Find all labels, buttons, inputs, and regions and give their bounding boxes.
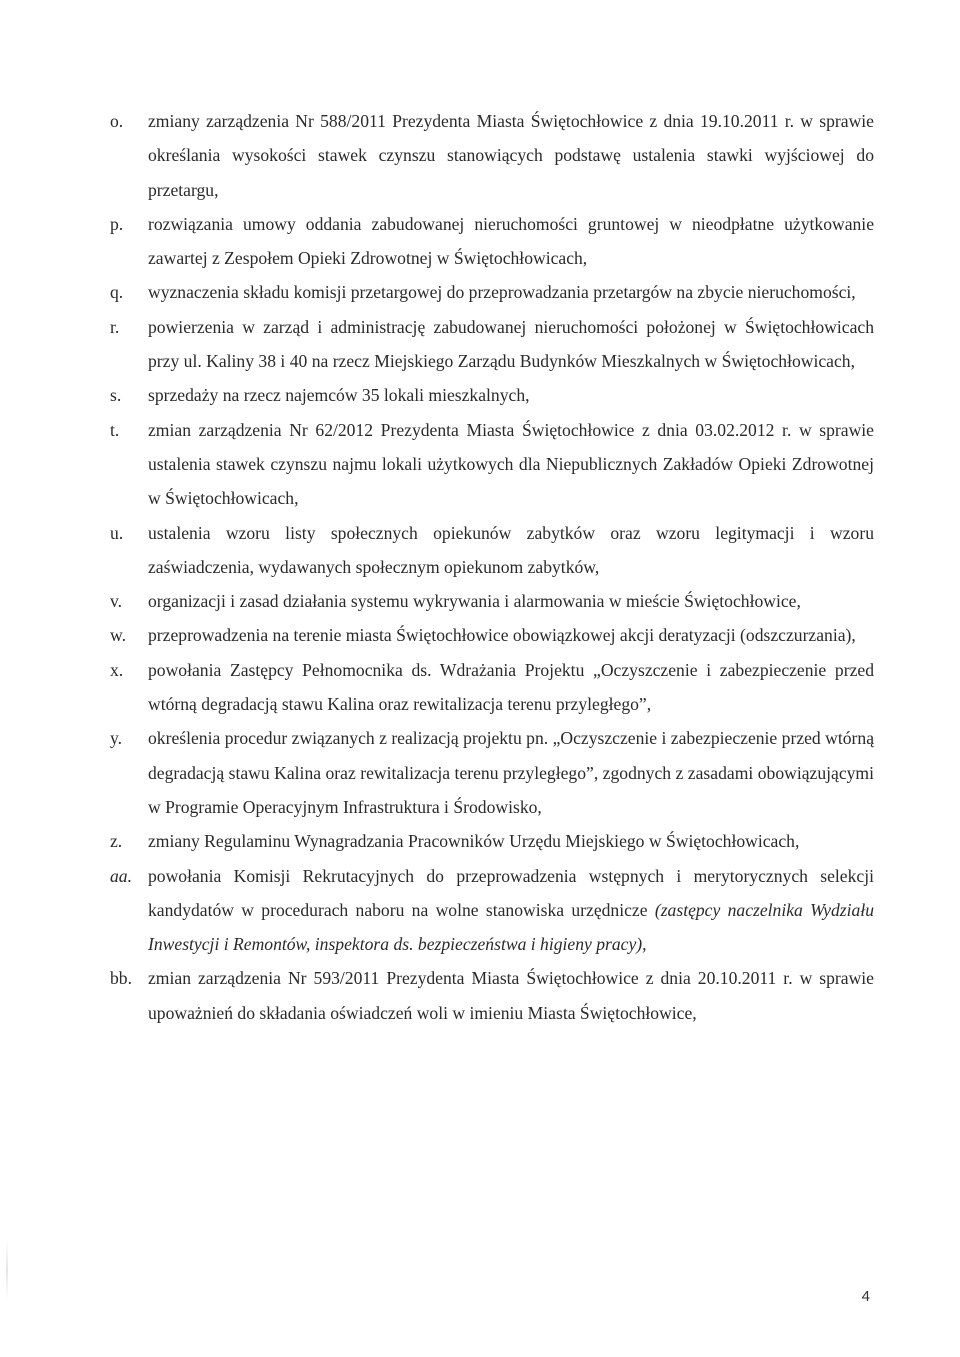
list-item-text: zmiany zarządzenia Nr 588/2011 Prezydenta Miasta Świętochłowice z dnia 19.10.2011 r. w sprawie określania wysokości stawek czynszu stanowiących podstawę ustalenia stawki wyjściowej do przetargu, xyxy=(148,111,874,200)
list-marker: v. xyxy=(110,591,123,612)
list-item-text: wyznaczenia składu komisji przetargowej do przeprowadzania przetargów na zbycie nieruchomości, xyxy=(148,282,856,303)
list-marker: u. xyxy=(110,522,124,543)
list-item-aa xyxy=(110,859,874,962)
list-marker: y. xyxy=(110,728,123,749)
list-item-italic-note: (zastępcy naczelnika Wydziału Inwestycji i Remontów, inspektora ds. bezpieczeństwa i higieny pracy), xyxy=(148,899,874,955)
list-item-w xyxy=(110,618,874,652)
list-marker: t. xyxy=(110,419,120,440)
list-item-text xyxy=(148,859,874,962)
list-item-text: przeprowadzenia na terenie miasta Świętochłowice obowiązkowej akcji deratyzacji (odszczurzania), xyxy=(148,625,856,646)
list-item-o xyxy=(110,104,874,207)
list-item-y xyxy=(110,721,874,824)
list-marker: q. xyxy=(110,282,124,303)
list-marker: w. xyxy=(110,625,126,646)
list-item-s xyxy=(110,378,874,412)
list-item-text: zmian zarządzenia Nr 593/2011 Prezydenta Miasta Świętochłowice z dnia 20.10.2011 r. w sprawie upoważnień do składania oświadczeń woli w imieniu Miasta Świętochłowice, xyxy=(148,968,874,1023)
list-item-text: powierzenia w zarząd i administrację zabudowanej nieruchomości położonej w Świętochłowicach przy ul. Kaliny 38 i 40 na rzecz Miejskiego Zarządu Budynków Mieszkalnych w Świętochłowicach, xyxy=(148,316,874,372)
list-item-text: określenia procedur związanych z realizacją projektu pn. „Oczyszczenie i zabezpieczenie przed wtórną degradacją stawu Kalina oraz rewitalizacja terenu przyległego”, zgodnych z zasadami obowiązującymi w Programie Operacyjnym Infrastruktura i Środowisko, xyxy=(148,728,874,817)
list-marker: r. xyxy=(110,316,120,337)
list-marker: s. xyxy=(110,385,122,406)
list-item-bb xyxy=(110,961,874,1030)
list-marker: x. xyxy=(110,659,124,680)
list-item-p xyxy=(110,207,874,276)
resolution-list xyxy=(110,104,874,1030)
list-item-text: zmian zarządzenia Nr 62/2012 Prezydenta Miasta Świętochłowice z dnia 03.02.2012 r. w sprawie ustalenia stawek czynszu najmu lokali użytkowych dla Niepublicznych Zakładów Opieki Zdrowotnej w Świętochłowicach, xyxy=(148,419,874,509)
list-item-r xyxy=(110,310,874,379)
scan-artifact xyxy=(6,1240,8,1300)
list-marker: bb. xyxy=(110,968,132,989)
list-item-text: powołania Zastępcy Pełnomocnika ds. Wdrażania Projektu „Oczyszczenie i zabezpieczenie przed wtórną degradacją stawu Kalina oraz rewitalizacja terenu przyległego”, xyxy=(148,659,874,715)
list-item-x xyxy=(110,653,874,722)
list-item-text: sprzedaży na rzecz najemców 35 lokali mieszkalnych, xyxy=(148,385,530,406)
list-item-text: rozwiązania umowy oddania zabudowanej nieruchomości gruntowej w nieodpłatne użytkowanie zawartej z Zespołem Opieki Zdrowotnej w Świętochłowicach, xyxy=(148,213,874,269)
list-item-main-text: powołania Komisji Rekrutacyjnych do przeprowadzenia wstępnych i merytorycznych selekcji kandydatów w procedurach naboru na wolne stanowiska urzędnicze xyxy=(148,865,874,920)
page-number: 4 xyxy=(861,1288,870,1305)
list-marker: o. xyxy=(110,111,124,131)
list-marker: z. xyxy=(110,831,123,852)
list-item-t xyxy=(110,413,874,516)
list-marker: aa. xyxy=(110,865,132,886)
list-item-text: ustalenia wzoru listy społecznych opiekunów zabytków oraz wzoru legitymacji i wzoru zaświadczenia, wydawanych społecznym opiekunom zabytków, xyxy=(148,522,874,577)
list-item-z xyxy=(110,824,874,858)
list-item-v xyxy=(110,584,874,618)
list-item-text: zmiany Regulaminu Wynagradzania Pracowników Urzędu Miejskiego w Świętochłowicach, xyxy=(148,831,800,852)
list-item-q xyxy=(110,275,874,309)
list-item-text: organizacji i zasad działania systemu wykrywania i alarmowania w mieście Świętochłowice, xyxy=(148,591,801,612)
list-marker: p. xyxy=(110,213,124,234)
list-item-u xyxy=(110,516,874,585)
